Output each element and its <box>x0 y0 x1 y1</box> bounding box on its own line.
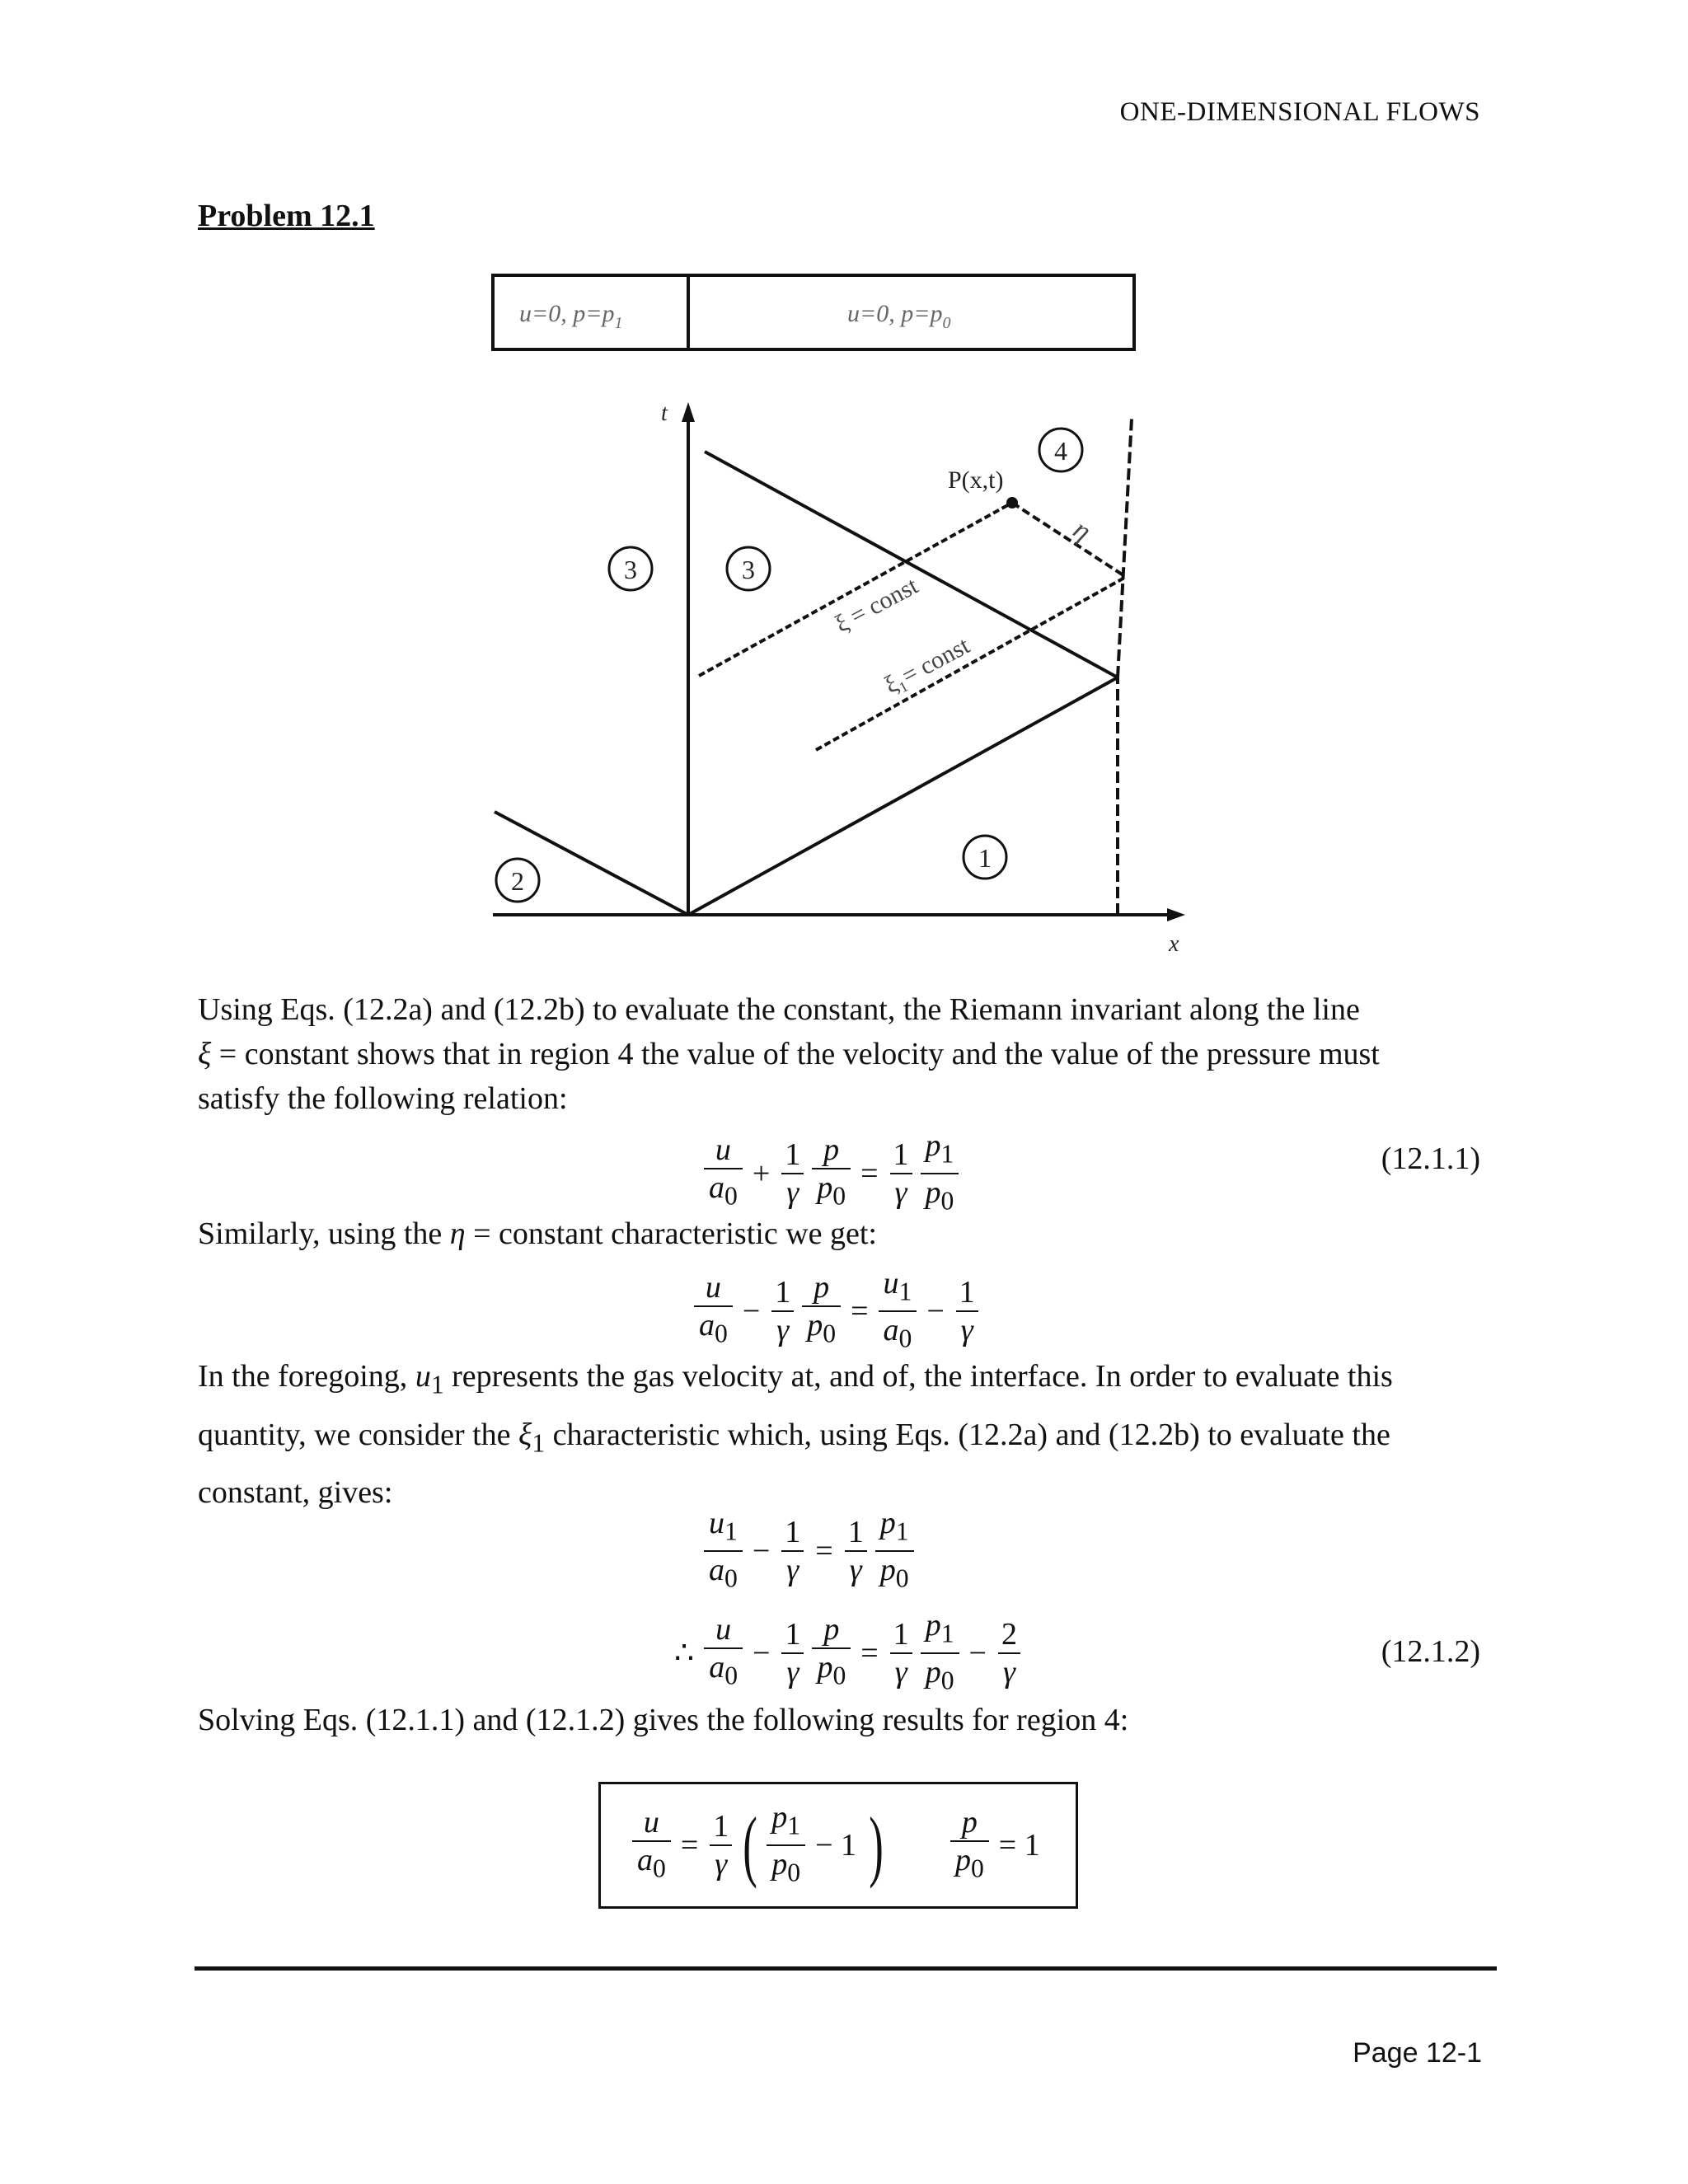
page-number: Page 12-1 <box>1353 2037 1482 2069</box>
paragraph-4: Solving Eqs. (12.1.1) and (12.1.2) gives the following results for region 4: <box>198 1703 1129 1737</box>
right-state-label: u=0, $p=p_0$ <box>847 300 951 332</box>
region-4-marker <box>1039 429 1082 471</box>
left-state-label: u=0, $p=p_1$ <box>519 300 623 332</box>
region-2-marker <box>496 859 539 902</box>
t-axis-label: t <box>661 401 668 426</box>
x-axis-label: x <box>1169 931 1179 957</box>
xi1-symbol: ξ <box>518 1417 532 1452</box>
region-1-marker <box>964 836 1006 879</box>
equation-eta-characteristic: $\frac{u}{a_0}$ − $\frac{1}{\gamma}$ $\frac{p}{p_0}$ = $\frac{u_1}{a_0}$ − $\frac{1}{\gamma}$ <box>691 1265 983 1357</box>
interface-path-upper <box>1118 419 1132 677</box>
paragraph-2: Similarly, using the η = constant characteristic we get: <box>198 1216 877 1251</box>
footer-rule <box>195 1966 1497 1971</box>
equation-number-12-1-2: (12.1.2) <box>1381 1634 1480 1669</box>
equation-number-12-1-1: (12.1.1) <box>1381 1141 1480 1176</box>
result-pressure: $\frac{p}{p_0}$ = 1 <box>947 1804 1047 1887</box>
xi-symbol: ξ <box>198 1037 212 1071</box>
svg-text:3: 3 <box>624 555 637 584</box>
point-p-label: P(x,t) <box>948 466 1004 494</box>
paragraph-1-line-2: = constant shows that in region 4 the value of the velocity and the value of the pressure must <box>218 1037 1380 1071</box>
characteristics-diagram <box>478 264 1220 964</box>
eta-symbol: η <box>449 1216 466 1251</box>
problem-title: Problem 12.1 <box>198 199 375 233</box>
x-axis-arrow <box>1167 908 1185 921</box>
paragraph-1-line-3: satisfy the following relation: <box>198 1081 568 1116</box>
svg-text:2: 2 <box>511 866 524 896</box>
equation-xi1-characteristic: $\frac{u_1}{a_0}$ − $\frac{1}{\gamma}$ = $\frac{1}{\gamma}$ $\frac{p_1}{p_0}$ <box>701 1505 917 1596</box>
reflected-wave-left <box>495 812 688 915</box>
equation-12-1-1: $\frac{u}{a_0}$ + $\frac{1}{\gamma}$ $\frac{p}{p_0}$ = $\frac{1}{\gamma}$ $\frac{p_1}{p_0}$ <box>701 1127 962 1219</box>
result-velocity: $\frac{u}{a_0}$ = $\frac{1}{\gamma}$ ( $\frac{p_1}{p_0}$ − 1 ) <box>629 1799 889 1891</box>
xi-const-label: ξ = const <box>830 572 923 639</box>
region-3-right-marker <box>727 547 770 590</box>
eta-label: η <box>1067 513 1096 547</box>
running-header: ONE-DIMENSIONAL FLOWS <box>1119 97 1480 127</box>
paragraph-3: In the foregoing, $u_1$ represents the gas velocity at, and of, the interface. In order to evaluate this quantity, we consider the $\xi_1$ characteristic which, using Eqs. (12.2a) and (12.2b) to evaluate the constant, gives: <box>198 1359 1393 1511</box>
transmitted-shock <box>688 677 1118 915</box>
therefore-symbol: ∴ <box>674 1636 695 1671</box>
u1-symbol: u <box>415 1359 431 1394</box>
region-3-left-marker <box>609 547 652 590</box>
reflected-shock <box>705 452 1118 677</box>
svg-text:4: 4 <box>1054 436 1067 466</box>
xi1-const-label: ξ₁= const <box>879 631 974 700</box>
svg-text:3: 3 <box>742 555 755 584</box>
result-box <box>598 1782 1078 1909</box>
paragraph-1 <box>198 987 1484 1121</box>
point-p <box>1006 497 1018 509</box>
svg-text:1: 1 <box>978 843 992 873</box>
paragraph-1-line-1: Using Eqs. (12.2a) and (12.2b) to evaluate the constant, the Riemann invariant along the line <box>198 992 1360 1027</box>
equation-12-1-2: ∴ $\frac{u}{a_0}$ − $\frac{1}{\gamma}$ $\frac{p}{p_0}$ = $\frac{1}{\gamma}$ $\frac{p_1}{p_0}$ − $\frac{2}{\gamma}$ <box>668 1607 1025 1699</box>
t-axis-arrow <box>682 402 695 422</box>
